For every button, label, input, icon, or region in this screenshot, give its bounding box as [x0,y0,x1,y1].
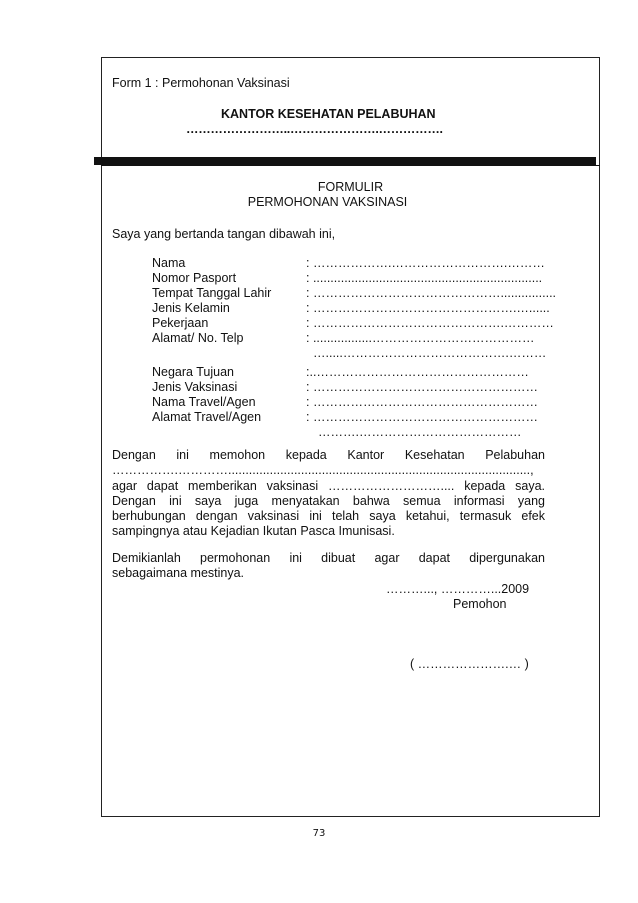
request-paragraph [112,448,545,540]
field-label-tempat-tanggal-lahir: Tempat Tanggal Lahir [152,286,272,300]
field-value-nama-travel: : ……………………………………………… [306,395,538,409]
field-value-alamat-travel: : ……………………………………………… [306,410,538,424]
header-divider-thin [101,165,600,166]
heading-permohonan-vaksinasi: PERMOHONAN VAKSINASI [247,195,408,209]
paragraph-line: sampingnya atau Kejadian Ikutan Pasca Imunisasi. [112,524,395,539]
office-title: KANTOR KESEHATAN PELABUHAN [221,107,436,121]
closing-paragraph [112,551,545,582]
heading-formulir: FORMULIR [317,180,384,194]
field-label-nama: Nama [152,256,186,270]
field-value-alamat-travel-continuation: ……….………………………………… [318,425,522,439]
header-divider-thick [94,157,596,165]
field-label-nomor-pasport: Nomor Pasport [152,271,237,285]
field-value-negara-tujuan: :..…………………………………………… [306,365,529,379]
paragraph-line: Demikianlah permohonan ini dibuat agar dapat dipergunakan [112,551,545,565]
paragraph-line: …………….…………......................................................................................., [112,463,534,478]
field-value-alamat-continuation: ….....………………………………….……… [313,346,547,360]
signer-title: Pemohon [453,597,507,611]
field-value-pekerjaan: : ……………………………………….………… [306,316,554,330]
signature-line: ( ………………….… ) [410,657,529,671]
field-label-negara-tujuan: Negara Tujuan [152,365,235,379]
field-label-nama-travel: Nama Travel/Agen [152,395,256,409]
field-label-pekerjaan: Pekerjaan [152,316,209,330]
field-value-jenis-kelamin: : ………………………………………….…...... [306,301,550,315]
paragraph-line: Dengan ini saya juga menyatakan bahwa semua informasi yang [112,493,545,508]
form-label: Form 1 : Permohonan Vaksinasi [112,76,290,90]
paragraph-line: Dengan ini memohon kepada Kantor Kesehatan Pelabuhan [112,448,545,462]
field-label-jenis-kelamin: Jenis Kelamin [152,301,230,315]
field-value-nama: : ……………….……………………….……… [306,256,545,270]
field-value-jenis-vaksinasi: : ……………………………………………… [306,380,538,394]
office-name-blank: ……………………..………………….……………. [186,122,443,136]
field-value-nomor-pasport: : .................................................................. [306,271,543,285]
page-number: 73 [312,828,326,839]
paragraph-line: agar dapat memberikan vaksinasi ……………………….... kepada saya. [112,478,545,493]
field-label-alamat-travel: Alamat Travel/Agen [152,410,262,424]
field-value-alamat: : .................………………………………… [306,331,535,345]
paragraph-line: sebagaimana mestinya. [112,566,245,581]
paragraph-line: berhubungan dengan vaksinasi ini telah saya ketahui, termasuk efek [112,509,545,524]
intro-text: Saya yang bertanda tangan dibawah ini, [112,227,336,241]
field-label-alamat: Alamat/ No. Telp [152,331,244,345]
place-date: ………..., …………...2009 [386,582,530,596]
field-label-jenis-vaksinasi: Jenis Vaksinasi [152,380,238,394]
field-value-tempat-tanggal-lahir: : ………………………………………................ [306,286,557,300]
